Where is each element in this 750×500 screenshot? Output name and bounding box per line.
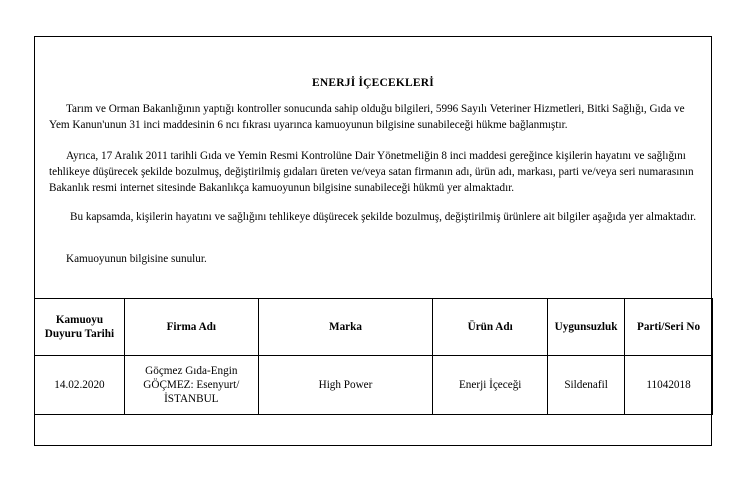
paragraph-legal-basis: Tarım ve Orman Bakanlığının yaptığı kontroller sonucunda sahip olduğu bilgileri, 5996 Sayılı Veteriner Hizmetleri, Bitki Sağlığı, Gıda ve Yem Kanun'unun 31 inci maddesinin 6 ncı fıkrası uyarınca kamuoyunun bilgisine sunabileceği hükme bağlanmıştır. (49, 103, 685, 131)
cell-product-name: Enerji İçeceği (433, 356, 548, 415)
cell-nonconformity: Sildenafil (548, 356, 625, 415)
header-announcement-date: Kamuoyu Duyuru Tarihi (35, 299, 125, 356)
header-lot-number: Parti/Seri No (625, 299, 713, 356)
table-row (35, 356, 713, 415)
paragraph-regulation: Ayrıca, 17 Aralık 2011 tarihli Gıda ve Yemin Resmi Kontrolüne Dair Yönetmeliğin 8 inci maddesi gereğince kişilerin hayatını ve sağlığını tehlikeye düşürecek şekilde bozulmuş, değiştirilmiş gıdaları üreten ve/veya satan firmanın adı, ürün adı, markası, parti ve/veya seri numarasının Bakanlık resmi internet sitesinde Bakanlıkça kamuoyunun bilgisine sunabileceği hükmü yer almaktadır. (49, 150, 694, 194)
paragraph-scope: Bu kapsamda, kişilerin hayatını ve sağlığını tehlikeye düşürecek şekilde bozulmuş, değiştirilmiş ürünlere ait bilgiler aşağıda yer almaktadır. (70, 211, 697, 223)
header-brand: Marka (258, 299, 433, 356)
header-company-name: Firma Adı (124, 299, 258, 356)
cell-brand: High Power (258, 356, 433, 415)
header-product-name: Ürün Adı (433, 299, 548, 356)
document-title: ENERJİ İÇECEKLERİ (312, 77, 434, 89)
paragraph-announcement: Kamuoyunun bilgisine sunulur. (66, 253, 207, 265)
cell-announcement-date: 14.02.2020 (35, 356, 125, 415)
document-frame (34, 36, 712, 446)
table-header-row (35, 299, 713, 356)
recall-table (34, 298, 713, 415)
header-nonconformity: Uygunsuzluk (548, 299, 625, 356)
cell-company-name: Göçmez Gıda-Engin GÖÇMEZ: Esenyurt/İSTANBUL (124, 356, 258, 415)
cell-lot-number: 11042018 (625, 356, 713, 415)
